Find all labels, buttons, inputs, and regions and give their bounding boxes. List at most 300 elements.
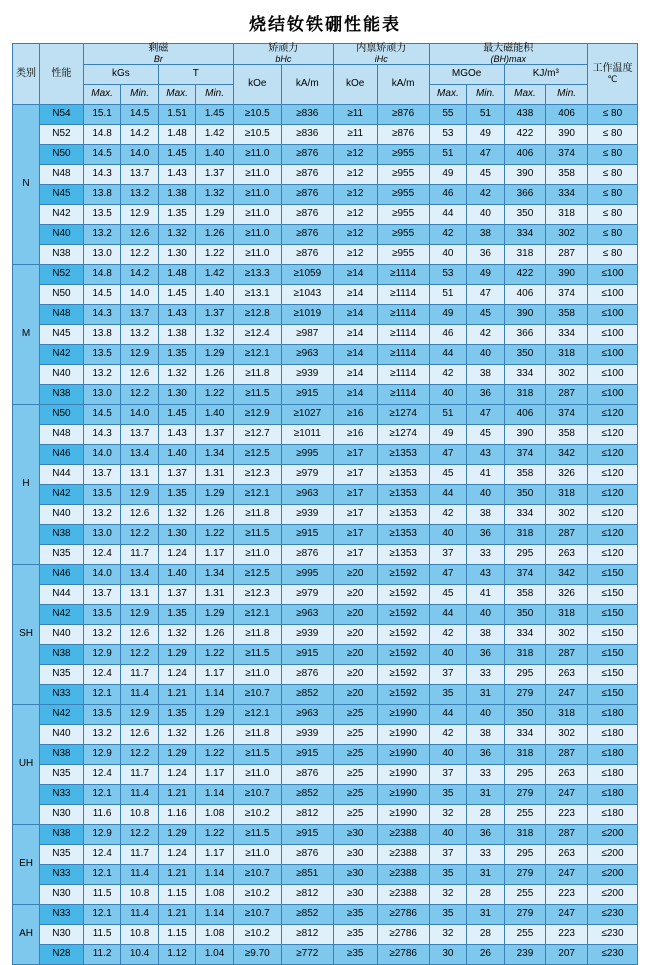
cell-bhc-kam: ≥963	[281, 604, 333, 624]
cell-bhc-koe: ≥11.5	[233, 824, 281, 844]
table-row	[13, 264, 638, 284]
cell-br-kgs-max: 12.4	[83, 764, 121, 784]
cell-br-t-min: 1.26	[196, 504, 234, 524]
cell-bhc-kam: ≥852	[281, 784, 333, 804]
cell-bh-mgoe-max: 32	[429, 924, 467, 944]
cell-br-kgs-min: 12.9	[121, 704, 159, 724]
cell-bh-kj-min: 287	[546, 644, 588, 664]
cell-bhc-koe: ≥11.0	[233, 164, 281, 184]
cell-bhc-koe: ≥12.9	[233, 404, 281, 424]
cell-temp: ≤120	[587, 404, 637, 424]
cell-br-kgs-max: 13.2	[83, 504, 121, 524]
cell-bhc-koe: ≥11.0	[233, 184, 281, 204]
cell-bh-mgoe-min: 33	[467, 844, 505, 864]
table-row	[13, 764, 638, 784]
cell-br-t-min: 1.08	[196, 924, 234, 944]
header-temp-label: 工作温度	[592, 63, 633, 74]
cell-bh-kj-max: 279	[504, 684, 546, 704]
cell-grade: N48	[40, 304, 84, 324]
cell-ihc-koe: ≥16	[333, 404, 377, 424]
cell-bh-mgoe-max: 30	[429, 944, 467, 964]
cell-bhc-kam: ≥987	[281, 324, 333, 344]
cell-bh-kj-min: 223	[546, 804, 588, 824]
cell-ihc-kam: ≥876	[377, 104, 429, 124]
cell-ihc-kam: ≥1990	[377, 804, 429, 824]
cell-temp: ≤150	[587, 684, 637, 704]
cell-bh-mgoe-min: 31	[467, 784, 505, 804]
cell-ihc-kam: ≥1592	[377, 644, 429, 664]
cell-bhc-kam: ≥1019	[281, 304, 333, 324]
cell-grade: N50	[40, 284, 84, 304]
cell-grade: N48	[40, 164, 84, 184]
table-row	[13, 724, 638, 744]
cell-br-t-min: 1.22	[196, 644, 234, 664]
cell-bh-mgoe-min: 40	[467, 704, 505, 724]
cell-bh-mgoe-min: 40	[467, 204, 505, 224]
cell-br-kgs-max: 13.5	[83, 484, 121, 504]
cell-bh-kj-min: 334	[546, 184, 588, 204]
cell-br-t-max: 1.32	[158, 224, 196, 244]
cell-br-kgs-max: 12.1	[83, 784, 121, 804]
cell-ihc-kam: ≥1592	[377, 624, 429, 644]
cell-bhc-koe: ≥11.5	[233, 384, 281, 404]
cell-ihc-koe: ≥25	[333, 804, 377, 824]
header-property: 性能	[40, 44, 84, 105]
header-ihc-koe: kOe	[333, 64, 377, 104]
cell-bh-mgoe-min: 36	[467, 384, 505, 404]
cell-bh-kj-min: 318	[546, 204, 588, 224]
table-row	[13, 144, 638, 164]
cell-bhc-kam: ≥915	[281, 524, 333, 544]
cell-bh-kj-min: 207	[546, 944, 588, 964]
cell-bh-mgoe-max: 44	[429, 484, 467, 504]
cell-bhc-koe: ≥11.8	[233, 364, 281, 384]
cell-bhc-kam: ≥915	[281, 384, 333, 404]
cell-temp: ≤180	[587, 724, 637, 744]
cell-br-t-max: 1.32	[158, 724, 196, 744]
cell-bh-mgoe-max: 45	[429, 584, 467, 604]
cell-ihc-kam: ≥1592	[377, 684, 429, 704]
cell-br-kgs-min: 11.7	[121, 544, 159, 564]
cell-bh-kj-max: 318	[504, 744, 546, 764]
cell-ihc-kam: ≥1274	[377, 404, 429, 424]
header-ihc-kam: kA/m	[377, 64, 429, 104]
cell-br-t-min: 1.14	[196, 904, 234, 924]
header-br	[83, 44, 233, 65]
cell-bh-mgoe-max: 44	[429, 704, 467, 724]
cell-br-t-max: 1.48	[158, 124, 196, 144]
cell-bhc-kam: ≥979	[281, 584, 333, 604]
cell-bh-mgoe-max: 42	[429, 624, 467, 644]
cell-bhc-kam: ≥876	[281, 544, 333, 564]
cell-bh-mgoe-max: 45	[429, 464, 467, 484]
cell-bh-mgoe-min: 40	[467, 484, 505, 504]
cell-bh-mgoe-min: 28	[467, 924, 505, 944]
table-row	[13, 804, 638, 824]
table-row	[13, 704, 638, 724]
cell-br-t-min: 1.37	[196, 304, 234, 324]
cell-bh-kj-max: 279	[504, 784, 546, 804]
cell-bhc-kam: ≥812	[281, 804, 333, 824]
cell-bh-kj-min: 342	[546, 444, 588, 464]
header-bhc-label: 矫顽力	[268, 43, 299, 54]
cell-grade: N44	[40, 464, 84, 484]
cell-br-t-min: 1.29	[196, 204, 234, 224]
cell-bh-kj-min: 263	[546, 844, 588, 864]
cell-grade: N30	[40, 884, 84, 904]
cell-bh-kj-max: 295	[504, 664, 546, 684]
table-row	[13, 124, 638, 144]
cell-grade: N45	[40, 324, 84, 344]
cell-bh-kj-min: 302	[546, 364, 588, 384]
cell-bh-kj-max: 390	[504, 304, 546, 324]
cell-bhc-kam: ≥876	[281, 164, 333, 184]
cell-temp: ≤ 80	[587, 124, 637, 144]
cell-bh-mgoe-min: 38	[467, 224, 505, 244]
cell-br-t-min: 1.14	[196, 684, 234, 704]
cell-bh-kj-min: 390	[546, 264, 588, 284]
cell-bhc-kam: ≥876	[281, 664, 333, 684]
cell-br-kgs-min: 10.8	[121, 804, 159, 824]
cell-ihc-kam: ≥1353	[377, 484, 429, 504]
cell-br-t-min: 1.22	[196, 824, 234, 844]
cell-ihc-kam: ≥1990	[377, 744, 429, 764]
cell-temp: ≤ 80	[587, 144, 637, 164]
cell-br-t-max: 1.32	[158, 364, 196, 384]
cell-bhc-koe: ≥12.1	[233, 484, 281, 504]
cell-bh-mgoe-min: 40	[467, 604, 505, 624]
cell-br-t-max: 1.24	[158, 664, 196, 684]
cell-ihc-koe: ≥25	[333, 704, 377, 724]
cell-bh-kj-max: 374	[504, 444, 546, 464]
cell-bhc-kam: ≥939	[281, 364, 333, 384]
cell-bhc-kam: ≥915	[281, 744, 333, 764]
cell-bh-kj-min: 390	[546, 124, 588, 144]
cell-bh-mgoe-max: 47	[429, 444, 467, 464]
cell-bh-kj-max: 255	[504, 924, 546, 944]
cell-temp: ≤150	[587, 564, 637, 584]
cell-bh-kj-max: 350	[504, 704, 546, 724]
cell-br-kgs-min: 13.1	[121, 584, 159, 604]
header-temp-unit: ℃	[588, 75, 637, 84]
cell-bh-kj-min: 287	[546, 244, 588, 264]
cell-bh-mgoe-min: 36	[467, 824, 505, 844]
cell-bh-mgoe-max: 40	[429, 644, 467, 664]
cell-br-t-min: 1.29	[196, 344, 234, 364]
cell-br-kgs-min: 12.6	[121, 364, 159, 384]
header-working-temp	[587, 44, 637, 105]
cell-grade: N35	[40, 544, 84, 564]
cell-br-kgs-min: 13.2	[121, 184, 159, 204]
cell-br-kgs-min: 12.6	[121, 724, 159, 744]
cell-temp: ≤120	[587, 444, 637, 464]
table-row	[13, 664, 638, 684]
cell-br-t-max: 1.32	[158, 504, 196, 524]
table-row	[13, 684, 638, 704]
cell-br-kgs-max: 13.8	[83, 184, 121, 204]
cell-bh-mgoe-min: 47	[467, 144, 505, 164]
cell-bh-kj-min: 287	[546, 524, 588, 544]
cell-bh-mgoe-max: 53	[429, 124, 467, 144]
header-br-t-max: Max.	[158, 84, 196, 104]
cell-bh-kj-min: 263	[546, 544, 588, 564]
cell-ihc-koe: ≥35	[333, 904, 377, 924]
cell-ihc-koe: ≥17	[333, 444, 377, 464]
cell-bh-mgoe-min: 49	[467, 124, 505, 144]
cell-grade: N40	[40, 364, 84, 384]
cell-br-kgs-min: 10.4	[121, 944, 159, 964]
cell-bh-mgoe-max: 51	[429, 284, 467, 304]
cell-br-t-min: 1.32	[196, 324, 234, 344]
cell-bh-kj-max: 334	[504, 224, 546, 244]
cell-br-t-min: 1.17	[196, 664, 234, 684]
cell-bh-mgoe-max: 49	[429, 164, 467, 184]
group-label-n: N	[13, 104, 40, 264]
cell-br-kgs-max: 11.6	[83, 804, 121, 824]
cell-br-t-max: 1.43	[158, 304, 196, 324]
cell-bh-mgoe-max: 42	[429, 364, 467, 384]
cell-bhc-koe: ≥10.7	[233, 684, 281, 704]
cell-bhc-koe: ≥11.5	[233, 744, 281, 764]
header-bhc-kam: kA/m	[281, 64, 333, 104]
cell-br-t-max: 1.24	[158, 764, 196, 784]
cell-bhc-kam: ≥915	[281, 824, 333, 844]
cell-bhc-kam: ≥995	[281, 444, 333, 464]
table-row	[13, 204, 638, 224]
table-row	[13, 324, 638, 344]
cell-bh-kj-max: 239	[504, 944, 546, 964]
cell-br-kgs-max: 14.8	[83, 264, 121, 284]
cell-br-kgs-max: 13.2	[83, 224, 121, 244]
cell-bhc-kam: ≥876	[281, 764, 333, 784]
cell-br-t-min: 1.29	[196, 604, 234, 624]
cell-br-t-max: 1.45	[158, 284, 196, 304]
cell-bh-mgoe-max: 37	[429, 844, 467, 864]
cell-bhc-kam: ≥812	[281, 924, 333, 944]
cell-bhc-koe: ≥9.70	[233, 944, 281, 964]
cell-bhc-koe: ≥11.5	[233, 644, 281, 664]
cell-bhc-koe: ≥12.7	[233, 424, 281, 444]
cell-temp: ≤150	[587, 644, 637, 664]
cell-ihc-kam: ≥1592	[377, 664, 429, 684]
cell-br-t-min: 1.22	[196, 244, 234, 264]
cell-temp: ≤180	[587, 704, 637, 724]
cell-bh-kj-min: 247	[546, 864, 588, 884]
cell-ihc-koe: ≥35	[333, 924, 377, 944]
cell-bhc-koe: ≥10.5	[233, 104, 281, 124]
cell-bhc-koe: ≥12.5	[233, 444, 281, 464]
cell-bh-kj-min: 318	[546, 484, 588, 504]
cell-ihc-kam: ≥955	[377, 224, 429, 244]
cell-temp: ≤100	[587, 364, 637, 384]
cell-bh-mgoe-min: 31	[467, 864, 505, 884]
cell-br-t-min: 1.42	[196, 264, 234, 284]
cell-grade: N38	[40, 384, 84, 404]
group-label-m: M	[13, 264, 40, 404]
cell-bh-mgoe-max: 53	[429, 264, 467, 284]
cell-bh-kj-max: 366	[504, 184, 546, 204]
cell-br-kgs-max: 14.3	[83, 164, 121, 184]
cell-ihc-kam: ≥955	[377, 164, 429, 184]
cell-bh-mgoe-min: 41	[467, 464, 505, 484]
header-ihc-symbol: iHc	[334, 55, 429, 64]
cell-ihc-kam: ≥2388	[377, 884, 429, 904]
cell-br-kgs-max: 12.4	[83, 544, 121, 564]
cell-br-t-max: 1.45	[158, 404, 196, 424]
cell-bhc-kam: ≥876	[281, 204, 333, 224]
cell-br-t-min: 1.08	[196, 884, 234, 904]
cell-br-kgs-max: 14.5	[83, 144, 121, 164]
cell-br-kgs-max: 12.1	[83, 904, 121, 924]
cell-br-kgs-max: 12.9	[83, 824, 121, 844]
cell-ihc-koe: ≥30	[333, 824, 377, 844]
cell-bh-mgoe-max: 40	[429, 744, 467, 764]
cell-grade: N44	[40, 584, 84, 604]
cell-grade: N50	[40, 404, 84, 424]
cell-bh-kj-max: 422	[504, 124, 546, 144]
table-row	[13, 524, 638, 544]
cell-br-kgs-max: 12.4	[83, 664, 121, 684]
cell-br-t-max: 1.35	[158, 704, 196, 724]
cell-br-t-max: 1.40	[158, 444, 196, 464]
cell-br-kgs-max: 11.5	[83, 884, 121, 904]
cell-temp: ≤100	[587, 284, 637, 304]
cell-ihc-koe: ≥30	[333, 844, 377, 864]
cell-bhc-koe: ≥10.5	[233, 124, 281, 144]
cell-br-t-min: 1.22	[196, 384, 234, 404]
cell-br-kgs-max: 14.0	[83, 444, 121, 464]
cell-br-t-max: 1.40	[158, 564, 196, 584]
cell-bh-mgoe-max: 55	[429, 104, 467, 124]
cell-bh-mgoe-max: 51	[429, 404, 467, 424]
cell-br-t-max: 1.48	[158, 264, 196, 284]
cell-bh-mgoe-max: 42	[429, 504, 467, 524]
table-row	[13, 944, 638, 964]
header-bh-mgoe-min: Min.	[467, 84, 505, 104]
cell-grade: N52	[40, 124, 84, 144]
cell-bh-mgoe-min: 43	[467, 444, 505, 464]
table-row	[13, 864, 638, 884]
cell-br-t-max: 1.24	[158, 844, 196, 864]
cell-bh-kj-min: 358	[546, 304, 588, 324]
cell-bh-mgoe-max: 37	[429, 664, 467, 684]
cell-temp: ≤100	[587, 344, 637, 364]
cell-br-t-min: 1.29	[196, 484, 234, 504]
cell-bh-kj-min: 302	[546, 624, 588, 644]
cell-bhc-koe: ≥11.0	[233, 764, 281, 784]
cell-br-kgs-min: 14.0	[121, 284, 159, 304]
cell-br-kgs-max: 14.5	[83, 404, 121, 424]
cell-ihc-koe: ≥20	[333, 564, 377, 584]
table-row	[13, 444, 638, 464]
cell-bhc-kam: ≥836	[281, 124, 333, 144]
cell-temp: ≤100	[587, 384, 637, 404]
cell-ihc-kam: ≥1274	[377, 424, 429, 444]
cell-ihc-koe: ≥25	[333, 764, 377, 784]
cell-bh-mgoe-min: 38	[467, 724, 505, 744]
cell-ihc-koe: ≥17	[333, 524, 377, 544]
cell-ihc-kam: ≥955	[377, 244, 429, 264]
cell-bhc-koe: ≥10.2	[233, 884, 281, 904]
table-row	[13, 404, 638, 424]
table-row	[13, 924, 638, 944]
cell-br-kgs-max: 13.7	[83, 584, 121, 604]
cell-bhc-kam: ≥876	[281, 184, 333, 204]
cell-ihc-kam: ≥2388	[377, 824, 429, 844]
cell-br-kgs-max: 13.7	[83, 464, 121, 484]
cell-br-kgs-min: 14.0	[121, 144, 159, 164]
cell-br-t-max: 1.30	[158, 524, 196, 544]
cell-ihc-kam: ≥1353	[377, 444, 429, 464]
table-row	[13, 244, 638, 264]
cell-bhc-kam: ≥939	[281, 624, 333, 644]
cell-bh-kj-min: 326	[546, 464, 588, 484]
table-row	[13, 364, 638, 384]
cell-bh-kj-max: 358	[504, 584, 546, 604]
cell-bhc-kam: ≥876	[281, 144, 333, 164]
cell-bh-mgoe-max: 46	[429, 184, 467, 204]
cell-bh-kj-min: 406	[546, 104, 588, 124]
header-bh-kj-max: Max.	[504, 84, 546, 104]
table-row	[13, 904, 638, 924]
cell-ihc-koe: ≥11	[333, 124, 377, 144]
cell-br-kgs-max: 13.2	[83, 724, 121, 744]
cell-bh-mgoe-min: 47	[467, 404, 505, 424]
cell-temp: ≤ 80	[587, 104, 637, 124]
cell-ihc-kam: ≥2786	[377, 944, 429, 964]
cell-ihc-kam: ≥1114	[377, 324, 429, 344]
cell-bh-mgoe-min: 36	[467, 524, 505, 544]
cell-br-kgs-max: 11.5	[83, 924, 121, 944]
cell-bhc-koe: ≥11.0	[233, 144, 281, 164]
cell-bh-mgoe-min: 38	[467, 624, 505, 644]
cell-bh-kj-max: 334	[504, 724, 546, 744]
cell-br-kgs-min: 14.2	[121, 264, 159, 284]
cell-grade: N35	[40, 844, 84, 864]
cell-br-kgs-max: 14.8	[83, 124, 121, 144]
cell-bhc-kam: ≥851	[281, 864, 333, 884]
cell-br-t-max: 1.45	[158, 144, 196, 164]
cell-bh-mgoe-max: 35	[429, 684, 467, 704]
cell-br-kgs-min: 12.9	[121, 204, 159, 224]
cell-bh-mgoe-max: 51	[429, 144, 467, 164]
table-row	[13, 224, 638, 244]
cell-bh-kj-max: 422	[504, 264, 546, 284]
cell-br-t-min: 1.40	[196, 284, 234, 304]
cell-temp: ≤180	[587, 784, 637, 804]
cell-bh-mgoe-min: 42	[467, 324, 505, 344]
cell-bh-mgoe-max: 42	[429, 724, 467, 744]
cell-bh-kj-min: 342	[546, 564, 588, 584]
cell-bhc-koe: ≥12.3	[233, 464, 281, 484]
cell-br-kgs-max: 13.2	[83, 364, 121, 384]
cell-bh-kj-min: 302	[546, 724, 588, 744]
cell-bhc-kam: ≥772	[281, 944, 333, 964]
cell-br-kgs-min: 11.4	[121, 784, 159, 804]
cell-br-t-min: 1.14	[196, 784, 234, 804]
table-row	[13, 544, 638, 564]
header-br-label: 剩磁	[148, 43, 169, 54]
cell-bh-mgoe-min: 31	[467, 904, 505, 924]
cell-bhc-kam: ≥1011	[281, 424, 333, 444]
cell-grade: N38	[40, 644, 84, 664]
cell-bh-kj-max: 318	[504, 824, 546, 844]
cell-br-t-max: 1.15	[158, 884, 196, 904]
cell-temp: ≤100	[587, 304, 637, 324]
cell-br-t-max: 1.35	[158, 344, 196, 364]
cell-br-t-min: 1.04	[196, 944, 234, 964]
cell-br-t-min: 1.22	[196, 524, 234, 544]
